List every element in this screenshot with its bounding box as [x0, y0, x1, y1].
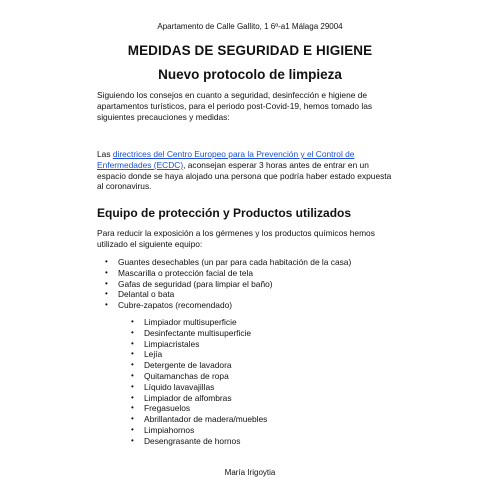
bullet-icon: • [105, 289, 108, 299]
ecdc-guidelines-link[interactable]: directrices del Centro Europeo para la Prevención y el Control de Enfermedades (ECDC) [97, 149, 355, 170]
bullet-icon: • [105, 257, 108, 266]
bullet-icon: • [131, 381, 134, 391]
bullet-icon: • [131, 349, 134, 359]
bullet-icon: • [131, 317, 134, 326]
bullet-icon: • [131, 414, 134, 424]
bullet-icon: • [131, 424, 134, 434]
ecdc-paragraph [97, 149, 397, 192]
bullet-icon: • [105, 300, 108, 310]
list-item: • Desinfectante multisuperficie [131, 327, 252, 338]
list-item: • Delantal o bata [105, 289, 175, 300]
document-title: MEDIDAS DE SEGURIDAD E HIGIENE [127, 43, 373, 58]
list-item: • Fregasuelos [131, 403, 191, 414]
products-list [131, 317, 267, 447]
list-item: • Desengrasante de hornos [131, 435, 241, 446]
intro-paragraph: Siguiendo los consejos en cuanto a seguridad, desinfección e higiene de apartamentos turísticos, para el periodo post-Covid-19, hemos tomado las siguientes precauciones y medidas: [97, 90, 373, 122]
list-item: • Limpiahornos [131, 424, 195, 435]
bullet-icon: • [131, 370, 134, 380]
list-item: • Gafas de seguridad (para limpiar el baño) [105, 278, 273, 289]
bullet-icon: • [105, 267, 108, 277]
bullet-icon: • [131, 338, 134, 348]
list-item: • Cubre-zapatos (recomendado) [105, 300, 233, 311]
list-item: • Limpiacristales [131, 338, 200, 349]
ecdc-suffix: , aconsejan esperar 3 horas antes de entrar en un espacio donde se haya alojado una persona que podría haber estado expuesta al coronavirus. [97, 159, 392, 192]
bullet-icon: • [131, 327, 134, 337]
bullet-icon: • [131, 360, 134, 370]
list-item: • Detergente de lavadora [131, 360, 232, 371]
section-intro-paragraph: Para reducir la exposición a los gérmenes y los productos químicos hemos utilizado el siguiente equipo: [97, 228, 375, 249]
list-item: • Guantes desechables (un par para cada habitación de la casa) [105, 257, 352, 267]
bullet-icon: • [105, 278, 108, 288]
header-address: Apartamento de Calle Gallito, 1 6º-a1 Málaga 29004 [157, 22, 343, 31]
list-item: • Limpiador de alfombras [131, 392, 232, 403]
list-item: • Mascarilla o protección facial de tela [105, 267, 253, 278]
list-item: • Limpiador multisuperficie [131, 317, 237, 327]
equipment-list [105, 257, 351, 311]
list-item: • Quitamanchas de ropa [131, 370, 229, 381]
bullet-icon: • [131, 435, 134, 445]
list-item: • Abrillantador de madera/muebles [131, 414, 268, 425]
ecdc-prefix: Las [97, 149, 113, 159]
document-subtitle: Nuevo protocolo de limpieza [158, 67, 342, 82]
list-item: • Líquido lavavajillas [131, 381, 215, 392]
footer-author: María Irigoytia [224, 468, 276, 477]
section-heading: Equipo de protección y Productos utilizados [97, 206, 352, 220]
bullet-icon: • [131, 403, 134, 413]
bullet-icon: • [131, 392, 134, 402]
list-item: • Lejía [131, 349, 163, 360]
